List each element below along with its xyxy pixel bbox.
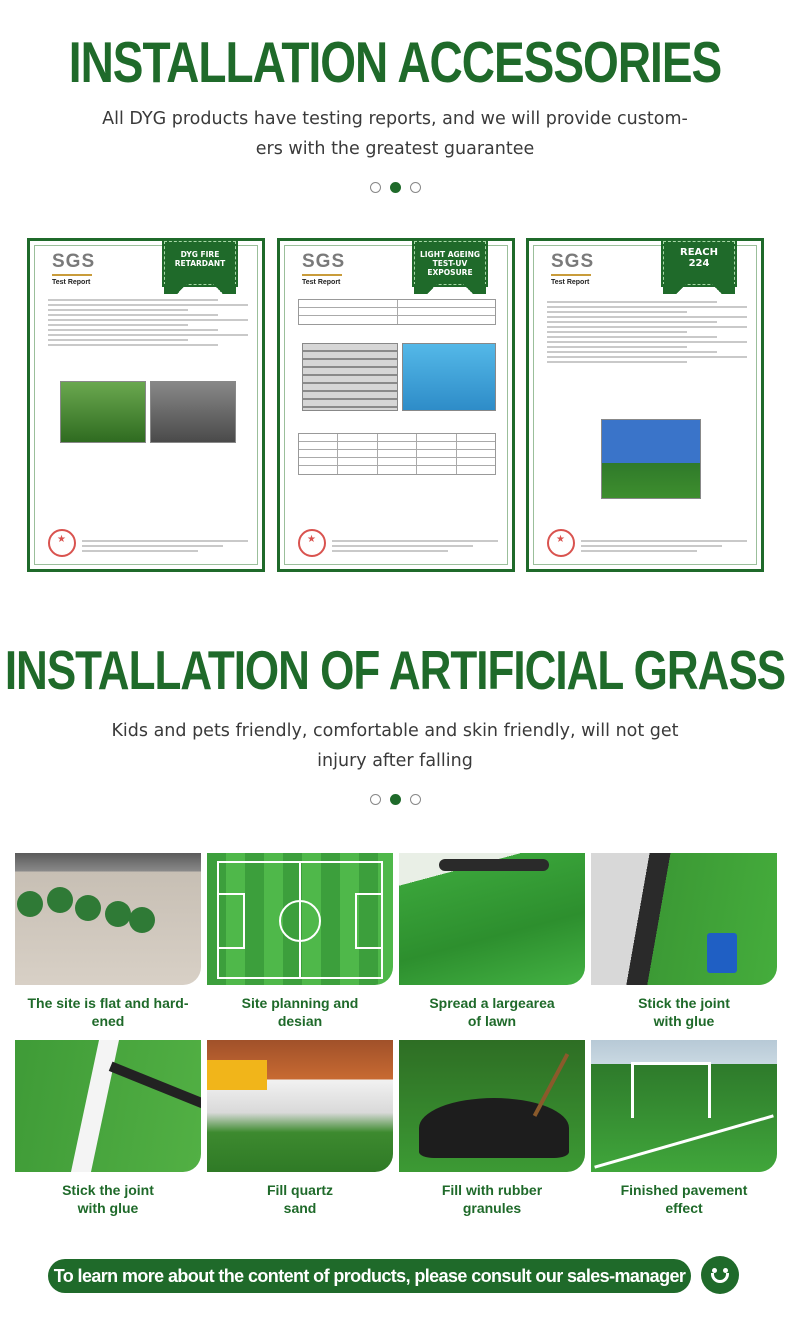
lawn-roll-photo <box>399 853 585 985</box>
sgs-logo: SGS <box>551 251 595 272</box>
accessories-subtitle <box>95 104 695 164</box>
installation-subtitle <box>95 716 695 776</box>
accessories-subtitle-line1: All DYG products have testing reports, and we will provide custom- <box>102 109 688 129</box>
step-quartz-sand[interactable] <box>207 1040 393 1217</box>
construction-site-photo <box>15 853 201 985</box>
carousel-dots-accessories <box>0 182 790 193</box>
certificate-ribbon: LIGHT AGEING TEST-UV EXPOSURE <box>414 241 486 285</box>
carousel-dot-1[interactable] <box>370 182 381 193</box>
step-glue-joint[interactable] <box>591 853 777 1030</box>
certificate-uv-exposure[interactable] <box>277 238 515 572</box>
accessories-title: INSTALLATION ACCESSORIES <box>68 29 722 95</box>
sample-back-photo <box>150 381 236 443</box>
carousel-dot-3[interactable] <box>410 182 421 193</box>
smiley-icon[interactable] <box>701 1256 739 1294</box>
installation-subtitle-line2: injury after falling <box>317 751 473 771</box>
step-caption: Fill quartz sand <box>266 1182 334 1216</box>
step-caption: Stick the joint with glue <box>62 1182 154 1216</box>
step-site-hardened[interactable] <box>15 853 201 1030</box>
sand-spreader-photo <box>207 1040 393 1172</box>
step-caption: Spread a largearea of lawn <box>429 995 555 1029</box>
glue-joint-photo <box>591 853 777 985</box>
carousel-dot-2[interactable] <box>390 794 401 805</box>
sgs-logo: SGS <box>302 251 346 272</box>
report-label: Test Report <box>551 279 590 286</box>
accessories-subtitle-line2: ers with the greatest guarantee <box>255 139 535 159</box>
step-caption: Fill with rubber granules <box>441 1182 543 1216</box>
sgs-logo: SGS <box>52 251 96 272</box>
step-site-planning[interactable] <box>207 853 393 1030</box>
step-finished-effect[interactable] <box>591 1040 777 1217</box>
test-photo-samples <box>402 343 496 411</box>
line-joint-photo <box>15 1040 201 1172</box>
consult-sales-banner[interactable]: To learn more about the content of products, please consult our sales-manager <box>48 1259 691 1293</box>
finished-field-photo <box>591 1040 777 1172</box>
step-glue-joint-line[interactable] <box>15 1040 201 1217</box>
carousel-dot-2[interactable] <box>390 182 401 193</box>
carousel-dots-installation <box>0 794 790 805</box>
certificate-ribbon: REACH 224 <box>663 241 735 285</box>
certificate-reach[interactable] <box>526 238 764 572</box>
sample-face-photo <box>60 381 146 443</box>
step-rubber-granules[interactable] <box>399 1040 585 1217</box>
carousel-dot-3[interactable] <box>410 794 421 805</box>
report-label: Test Report <box>302 279 341 286</box>
installation-title: INSTALLATION OF ARTIFICIAL GRASS <box>4 640 786 702</box>
football-field-photo <box>207 853 393 985</box>
step-spread-lawn[interactable] <box>399 853 585 1030</box>
sgs-stamp-icon <box>547 529 575 557</box>
step-caption: The site is flat and hard- ened <box>27 995 189 1029</box>
sgs-stamp-icon <box>48 529 76 557</box>
carousel-dot-1[interactable] <box>370 794 381 805</box>
step-caption: Finished pavement effect <box>620 1182 748 1216</box>
installation-subtitle-line1: Kids and pets friendly, comfortable and skin friendly, will not get <box>111 721 679 741</box>
sgs-stamp-icon <box>298 529 326 557</box>
certificate-ribbon: DYG FIRE RETARDANT <box>164 241 236 285</box>
report-label: Test Report <box>52 279 91 286</box>
test-photo-during <box>302 343 398 411</box>
certificate-fire-retardant[interactable] <box>27 238 265 572</box>
step-caption: Stick the joint with glue <box>638 995 730 1029</box>
step-caption: Site planning and desian <box>241 995 359 1029</box>
sample-photo <box>601 419 701 499</box>
rubber-granules-photo <box>399 1040 585 1172</box>
